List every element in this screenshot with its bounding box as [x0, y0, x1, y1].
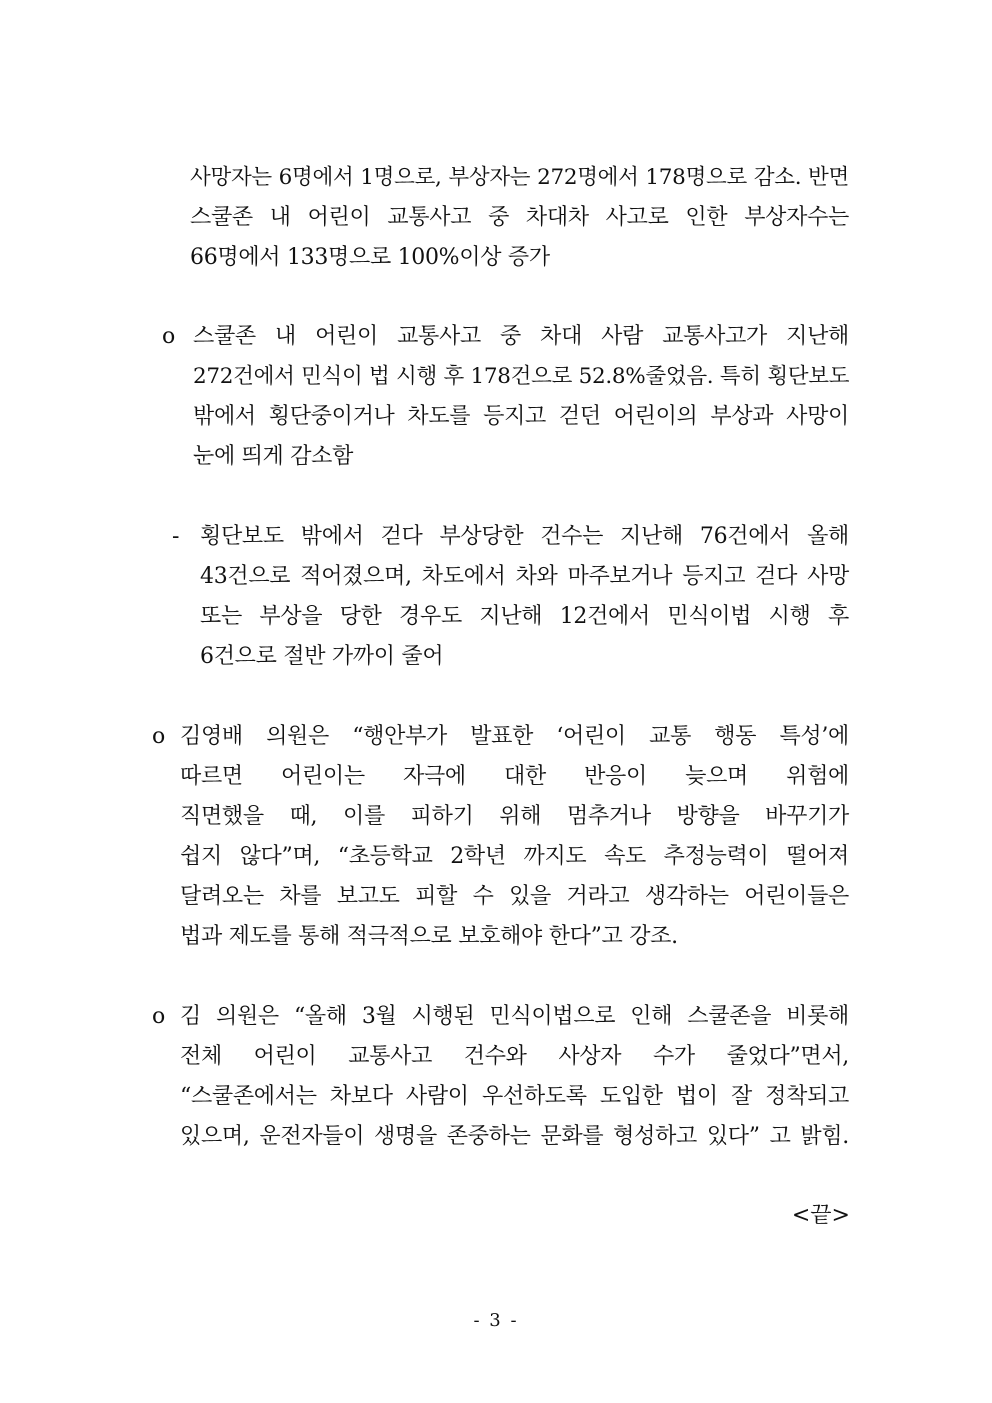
text-line: 사망자는 6명에서 1명으로, 부상자는 272명에서 178명으로 감소. 반면: [190, 165, 849, 190]
text-line: “스쿨존에서는 차보다 사람이 우선하도록 도입한 법이 잘 정착되고: [180, 1084, 849, 1109]
bullet-marker: o: [152, 724, 166, 749]
text-line: 달려오는 차를 보고도 피할 수 있을 거라고 생각하는 어린이들은: [180, 884, 849, 909]
text-line: 김영배 의원은 “행안부가 발표한 ‘어린이 교통 행동 특성’에: [180, 724, 849, 749]
bullet-paragraph-1: [193, 317, 849, 477]
text-line: 횡단보도 밖에서 걷다 부상당한 건수는 지난해 76건에서 올해: [200, 524, 849, 549]
text-line: 스쿨존 내 어린이 교통사고 중 차대차 사고로 인한 부상자수는: [190, 205, 849, 230]
text-line: 있으며, 운전자들이 생명을 존중하는 문화를 형성하고 있다” 고 밝힘.: [180, 1124, 849, 1149]
text-line: 66명에서 133명으로 100%이상 증가: [190, 245, 550, 270]
text-line: 43건으로 적어졌으며, 차도에서 차와 마주보거나 등지고 걷다 사망: [200, 564, 849, 589]
text-line: 법과 제도를 통해 적극적으로 보호해야 한다”고 강조.: [180, 924, 678, 949]
bullet-paragraph-2: [180, 717, 849, 957]
text-line: 눈에 띄게 감소함: [193, 444, 354, 469]
text-line: 밖에서 횡단중이거나 차도를 등지고 걷던 어린이의 부상과 사망이: [193, 404, 849, 429]
text-line: 직면했을 때, 이를 피하기 위해 멈추거나 방향을 바꾸기가: [180, 804, 849, 829]
text-line: 6건으로 절반 가까이 줄어: [200, 644, 444, 669]
bullet-marker: o: [162, 324, 176, 349]
end-mark: <끝>: [791, 1203, 850, 1228]
text-line: 전체 어린이 교통사고 건수와 사상자 수가 줄었다”면서,: [180, 1044, 849, 1069]
text-line: 스쿨존 내 어린이 교통사고 중 차대 사람 교통사고가 지난해: [193, 324, 849, 349]
paragraph-intro: [190, 158, 849, 278]
text-line: 김 의원은 “올해 3월 시행된 민식이법으로 인해 스쿨존을 비롯해: [180, 1004, 849, 1029]
bullet-paragraph-3: [180, 997, 849, 1157]
sub-bullet-marker: -: [172, 524, 180, 549]
text-line: 따르면 어린이는 자극에 대한 반응이 늦으며 위험에: [180, 764, 849, 789]
bullet-marker: o: [152, 1004, 166, 1029]
text-line: 또는 부상을 당한 경우도 지난해 12건에서 민식이법 시행 후: [200, 604, 849, 629]
text-line: 272건에서 민식이 법 시행 후 178건으로 52.8%줄었음. 특히 횡단보도: [193, 364, 850, 389]
page-number: - 3 -: [473, 1310, 519, 1331]
text-line: 쉽지 않다”며, “초등학교 2학년 까지도 속도 추정능력이 떨어져: [180, 844, 849, 869]
sub-bullet-paragraph-1: [200, 517, 849, 677]
